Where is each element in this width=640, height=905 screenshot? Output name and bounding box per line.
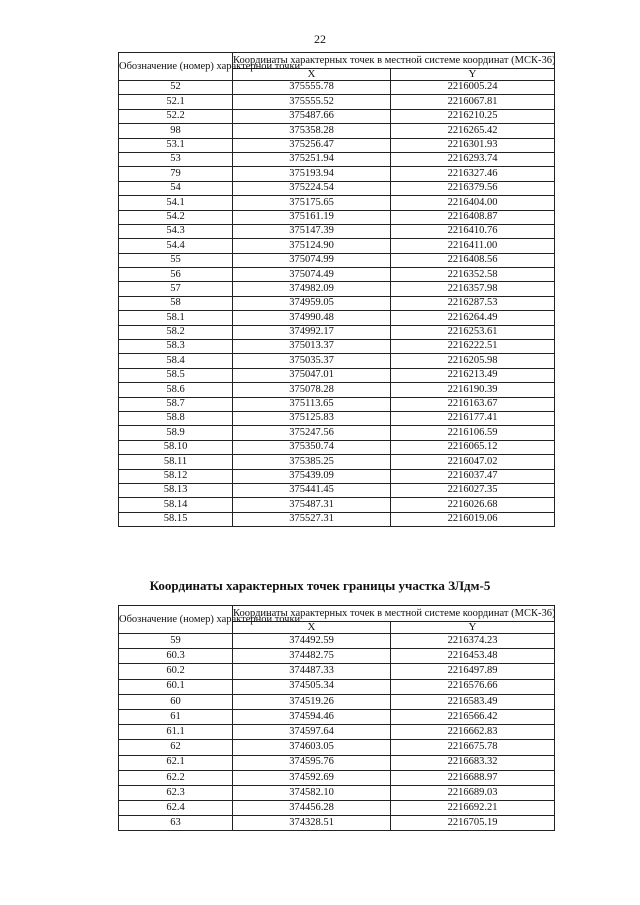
y-coordinate-cell: 2216205.98 <box>391 354 555 368</box>
y-coordinate-cell: 2216163.67 <box>391 397 555 411</box>
x-coordinate-cell: 374328.51 <box>233 816 391 831</box>
x-coordinate-cell: 374982.09 <box>233 282 391 296</box>
table-row <box>119 725 555 740</box>
table-row <box>119 801 555 816</box>
table-row <box>119 124 555 138</box>
page-number: 22 <box>314 32 326 46</box>
table-row <box>119 483 555 497</box>
x-coordinate-cell: 375358.28 <box>233 124 391 138</box>
table-row <box>119 770 555 785</box>
y-coordinate-cell: 2216026.68 <box>391 498 555 512</box>
table-row <box>119 383 555 397</box>
point-id-cell: 58.12 <box>119 469 233 483</box>
point-id-cell: 52.1 <box>119 95 233 109</box>
point-label-header: Обозначение (номер) характерной точки <box>119 606 233 634</box>
point-id-cell: 62.1 <box>119 755 233 770</box>
point-id-cell: 58.5 <box>119 368 233 382</box>
point-id-cell: 60.1 <box>119 679 233 694</box>
table-row <box>119 368 555 382</box>
point-label-header: Обозначение (номер) характерной точки <box>119 53 233 81</box>
table-row <box>119 282 555 296</box>
table-row <box>119 210 555 224</box>
x-coordinate-cell: 374597.64 <box>233 725 391 740</box>
y-coordinate-cell: 2216037.47 <box>391 469 555 483</box>
y-coordinate-cell: 2216689.03 <box>391 785 555 800</box>
x-coordinate-cell: 375527.31 <box>233 512 391 526</box>
y-coordinate-cell: 2216576.66 <box>391 679 555 694</box>
point-id-cell: 52.2 <box>119 109 233 123</box>
table-row <box>119 755 555 770</box>
y-coordinate-cell: 2216287.53 <box>391 296 555 310</box>
y-coordinate-cell: 2216408.87 <box>391 210 555 224</box>
table-row <box>119 411 555 425</box>
point-id-cell: 58.9 <box>119 426 233 440</box>
x-column-header: X <box>233 622 391 634</box>
y-coordinate-cell: 2216222.51 <box>391 340 555 354</box>
y-coordinate-cell: 2216067.81 <box>391 95 555 109</box>
y-coordinate-cell: 2216265.42 <box>391 124 555 138</box>
point-id-cell: 55 <box>119 253 233 267</box>
table-row <box>119 138 555 152</box>
y-coordinate-cell: 2216374.23 <box>391 634 555 649</box>
y-coordinate-cell: 2216177.41 <box>391 411 555 425</box>
table-row <box>119 679 555 694</box>
point-id-cell: 58.7 <box>119 397 233 411</box>
point-id-cell: 58.11 <box>119 455 233 469</box>
point-id-cell: 61 <box>119 709 233 724</box>
y-coordinate-cell: 2216005.24 <box>391 81 555 95</box>
point-id-cell: 54.1 <box>119 196 233 210</box>
y-coordinate-cell: 2216583.49 <box>391 694 555 709</box>
y-coordinate-cell: 2216692.21 <box>391 801 555 816</box>
table-row <box>119 325 555 339</box>
point-id-cell: 60.3 <box>119 649 233 664</box>
point-id-cell: 53 <box>119 152 233 166</box>
table-row <box>119 81 555 95</box>
y-coordinate-cell: 2216301.93 <box>391 138 555 152</box>
coordinates-table-2 <box>118 605 555 831</box>
y-coordinate-cell: 2216357.98 <box>391 282 555 296</box>
table-row <box>119 95 555 109</box>
point-id-cell: 58.8 <box>119 411 233 425</box>
x-column-header: X <box>233 69 391 81</box>
y-coordinate-cell: 2216019.06 <box>391 512 555 526</box>
table-row <box>119 354 555 368</box>
y-coordinate-cell: 2216293.74 <box>391 152 555 166</box>
table-row <box>119 268 555 282</box>
y-coordinate-cell: 2216410.76 <box>391 224 555 238</box>
y-coordinate-cell: 2216683.32 <box>391 755 555 770</box>
x-coordinate-cell: 375074.49 <box>233 268 391 282</box>
table-row <box>119 196 555 210</box>
x-coordinate-cell: 375047.01 <box>233 368 391 382</box>
x-coordinate-cell: 375124.90 <box>233 239 391 253</box>
table-row <box>119 498 555 512</box>
point-id-cell: 61.1 <box>119 725 233 740</box>
table-row <box>119 167 555 181</box>
point-id-cell: 58.10 <box>119 440 233 454</box>
x-coordinate-cell: 375147.39 <box>233 224 391 238</box>
table-row <box>119 694 555 709</box>
table-row <box>119 469 555 483</box>
point-id-cell: 58.4 <box>119 354 233 368</box>
y-coordinate-cell: 2216566.42 <box>391 709 555 724</box>
x-coordinate-cell: 375224.54 <box>233 181 391 195</box>
point-id-cell: 54.3 <box>119 224 233 238</box>
x-coordinate-cell: 375035.37 <box>233 354 391 368</box>
x-coordinate-cell: 374519.26 <box>233 694 391 709</box>
table-row <box>119 440 555 454</box>
y-coordinate-cell: 2216047.02 <box>391 455 555 469</box>
point-id-cell: 52 <box>119 81 233 95</box>
point-id-cell: 58.13 <box>119 483 233 497</box>
x-coordinate-cell: 375385.25 <box>233 455 391 469</box>
table-row <box>119 634 555 649</box>
table-row <box>119 239 555 253</box>
table-row <box>119 709 555 724</box>
table-row <box>119 816 555 831</box>
table-row <box>119 181 555 195</box>
y-coordinate-cell: 2216106.59 <box>391 426 555 440</box>
x-coordinate-cell: 374582.10 <box>233 785 391 800</box>
x-coordinate-cell: 374595.76 <box>233 755 391 770</box>
y-coordinate-cell: 2216453.48 <box>391 649 555 664</box>
y-coordinate-cell: 2216352.58 <box>391 268 555 282</box>
x-coordinate-cell: 375125.83 <box>233 411 391 425</box>
point-id-cell: 58.15 <box>119 512 233 526</box>
table-row <box>119 426 555 440</box>
point-id-cell: 58.1 <box>119 311 233 325</box>
table-row <box>119 455 555 469</box>
y-coordinate-cell: 2216379.56 <box>391 181 555 195</box>
y-column-header: Y <box>391 69 555 81</box>
point-id-cell: 98 <box>119 124 233 138</box>
y-coordinate-cell: 2216264.49 <box>391 311 555 325</box>
table-row <box>119 397 555 411</box>
x-coordinate-cell: 375555.78 <box>233 81 391 95</box>
table-row <box>119 109 555 123</box>
x-coordinate-cell: 375350.74 <box>233 440 391 454</box>
x-coordinate-cell: 375113.65 <box>233 397 391 411</box>
point-id-cell: 60.2 <box>119 664 233 679</box>
table-row <box>119 152 555 166</box>
table-row <box>119 253 555 267</box>
y-column-header: Y <box>391 622 555 634</box>
table-row <box>119 664 555 679</box>
point-id-cell: 60 <box>119 694 233 709</box>
point-id-cell: 62.4 <box>119 801 233 816</box>
y-coordinate-cell: 2216213.49 <box>391 368 555 382</box>
x-coordinate-cell: 374603.05 <box>233 740 391 755</box>
x-coordinate-cell: 375013.37 <box>233 340 391 354</box>
x-coordinate-cell: 374492.59 <box>233 634 391 649</box>
x-coordinate-cell: 374505.34 <box>233 679 391 694</box>
table-row <box>119 296 555 310</box>
y-coordinate-cell: 2216662.83 <box>391 725 555 740</box>
y-coordinate-cell: 2216190.39 <box>391 383 555 397</box>
y-coordinate-cell: 2216404.00 <box>391 196 555 210</box>
x-coordinate-cell: 374592.69 <box>233 770 391 785</box>
x-coordinate-cell: 374959.05 <box>233 296 391 310</box>
table-row <box>119 311 555 325</box>
x-coordinate-cell: 375175.65 <box>233 196 391 210</box>
y-coordinate-cell: 2216210.25 <box>391 109 555 123</box>
x-coordinate-cell: 375078.28 <box>233 383 391 397</box>
y-coordinate-cell: 2216705.19 <box>391 816 555 831</box>
coords-group-header: Координаты характерных точек в местной системе координат (МСК-36) <box>233 606 555 622</box>
y-coordinate-cell: 2216411.00 <box>391 239 555 253</box>
point-id-cell: 58.6 <box>119 383 233 397</box>
point-id-cell: 79 <box>119 167 233 181</box>
point-id-cell: 58 <box>119 296 233 310</box>
point-id-cell: 54 <box>119 181 233 195</box>
y-coordinate-cell: 2216327.46 <box>391 167 555 181</box>
x-coordinate-cell: 375193.94 <box>233 167 391 181</box>
x-coordinate-cell: 375487.31 <box>233 498 391 512</box>
point-id-cell: 58.3 <box>119 340 233 354</box>
table-row <box>119 340 555 354</box>
y-coordinate-cell: 2216688.97 <box>391 770 555 785</box>
x-coordinate-cell: 374487.33 <box>233 664 391 679</box>
point-id-cell: 54.4 <box>119 239 233 253</box>
point-id-cell: 62.3 <box>119 785 233 800</box>
table-row <box>119 785 555 800</box>
x-coordinate-cell: 375251.94 <box>233 152 391 166</box>
x-coordinate-cell: 374992.17 <box>233 325 391 339</box>
point-id-cell: 63 <box>119 816 233 831</box>
x-coordinate-cell: 375439.09 <box>233 469 391 483</box>
table-row <box>119 649 555 664</box>
coords-group-header: Координаты характерных точек в местной системе координат (МСК-36) <box>233 53 555 69</box>
point-id-cell: 53.1 <box>119 138 233 152</box>
x-coordinate-cell: 374990.48 <box>233 311 391 325</box>
point-id-cell: 58.14 <box>119 498 233 512</box>
section-title: Координаты характерных точек границы участка ЗЛдм-5 <box>149 578 491 593</box>
y-coordinate-cell: 2216497.89 <box>391 664 555 679</box>
x-coordinate-cell: 375487.66 <box>233 109 391 123</box>
point-id-cell: 58.2 <box>119 325 233 339</box>
y-coordinate-cell: 2216065.12 <box>391 440 555 454</box>
x-coordinate-cell: 375256.47 <box>233 138 391 152</box>
x-coordinate-cell: 375161.19 <box>233 210 391 224</box>
x-coordinate-cell: 375441.45 <box>233 483 391 497</box>
x-coordinate-cell: 374594.46 <box>233 709 391 724</box>
table-row <box>119 512 555 526</box>
x-coordinate-cell: 375555.52 <box>233 95 391 109</box>
x-coordinate-cell: 374482.75 <box>233 649 391 664</box>
y-coordinate-cell: 2216253.61 <box>391 325 555 339</box>
point-id-cell: 62 <box>119 740 233 755</box>
y-coordinate-cell: 2216408.56 <box>391 253 555 267</box>
point-id-cell: 57 <box>119 282 233 296</box>
point-id-cell: 56 <box>119 268 233 282</box>
y-coordinate-cell: 2216675.78 <box>391 740 555 755</box>
table-row <box>119 740 555 755</box>
point-id-cell: 54.2 <box>119 210 233 224</box>
table-row <box>119 224 555 238</box>
point-id-cell: 62.2 <box>119 770 233 785</box>
x-coordinate-cell: 374456.28 <box>233 801 391 816</box>
y-coordinate-cell: 2216027.35 <box>391 483 555 497</box>
coordinates-table-1 <box>118 52 555 527</box>
x-coordinate-cell: 375247.56 <box>233 426 391 440</box>
point-id-cell: 59 <box>119 634 233 649</box>
x-coordinate-cell: 375074.99 <box>233 253 391 267</box>
